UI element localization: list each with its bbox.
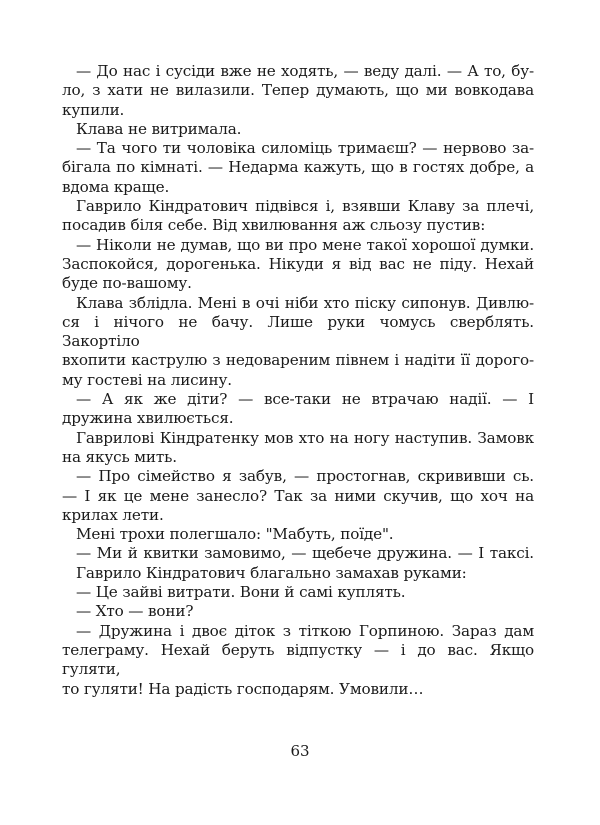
text-line: — Це зайві витрати. Вони й самі куплять.: [76, 583, 406, 602]
text-line: купили.: [62, 100, 125, 119]
text-line: — Та чого ти чоловіка силоміць тримаєш? — нервово за-: [76, 139, 534, 158]
text-line: Заспокойся, дорогенька. Нікуди я від вас не піду. Нехай: [62, 254, 534, 273]
text-line: — Ми й квитки замовимо, — щебече дружина. — І таксі.: [76, 544, 534, 563]
text-line: Гаврило Кіндратович благально замахав руками:: [76, 563, 467, 582]
text-line: — І як це мене занесло? Так за ними скучив, що хоч на: [62, 486, 534, 505]
text-line: Мені трохи полегшало: "Мабуть, поїде".: [76, 525, 394, 544]
text-line: ло, з хати не вилазили. Тепер думають, що ми вовкодава: [62, 81, 534, 100]
text-line: телеграму. Нехай беруть відпустку — і до вас. Якщо гуляти,: [62, 640, 534, 679]
text-line: бігала по кімнаті. — Недарма кажуть, що в гостях добре, а: [62, 158, 534, 177]
page-number: 63: [290, 742, 310, 760]
text-line: на якусь мить.: [62, 447, 177, 466]
text-line: буде по-вашому.: [62, 274, 192, 293]
text-line: ся і нічого не бачу. Лише руки чомусь сверблять. Закортіло: [62, 312, 534, 351]
text-line: Клава не витримала.: [76, 119, 242, 138]
text-line: посадив біля себе. Від хвилювання аж сльозу пустив:: [62, 216, 486, 235]
text-line: му гостеві на лисину.: [62, 370, 232, 389]
page-text: [62, 62, 534, 699]
text-line: Гаврило Кіндратович підвівся і, взявши Клаву за плечі,: [76, 197, 534, 216]
text-line: — Про сімейство я забув, — простогнав, скрививши сь.: [76, 467, 534, 486]
text-line: — А як же діти? — все-таки не втрачаю надії. — І: [76, 390, 534, 409]
text-line: — Дружина і двоє діток з тіткою Горпиною. Зараз дам: [76, 621, 534, 640]
text-line: — Хто — вони?: [76, 602, 194, 621]
text-line: вдома краще.: [62, 177, 170, 196]
text-line: — До нас і сусіди вже не ходять, — веду далі. — А то, бу-: [76, 62, 534, 80]
text-line: вхопити каструлю з недовареним півнем і надіти її дорого-: [62, 351, 534, 370]
text-line: то гуляти! На радість господарям. Умовили…: [62, 679, 424, 698]
text-line: крилах лети.: [62, 505, 164, 524]
text-line: — Ніколи не думав, що ви про мене такої хорошої думки.: [76, 235, 534, 254]
text-line: дружина хвилюється.: [62, 409, 234, 428]
text-line: Гаврилові Кіндратенку мов хто на ногу наступив. Замовк: [76, 428, 534, 447]
text-line: Клава зблідла. Мені в очі ніби хто піску сипонув. Дивлю-: [76, 293, 534, 312]
